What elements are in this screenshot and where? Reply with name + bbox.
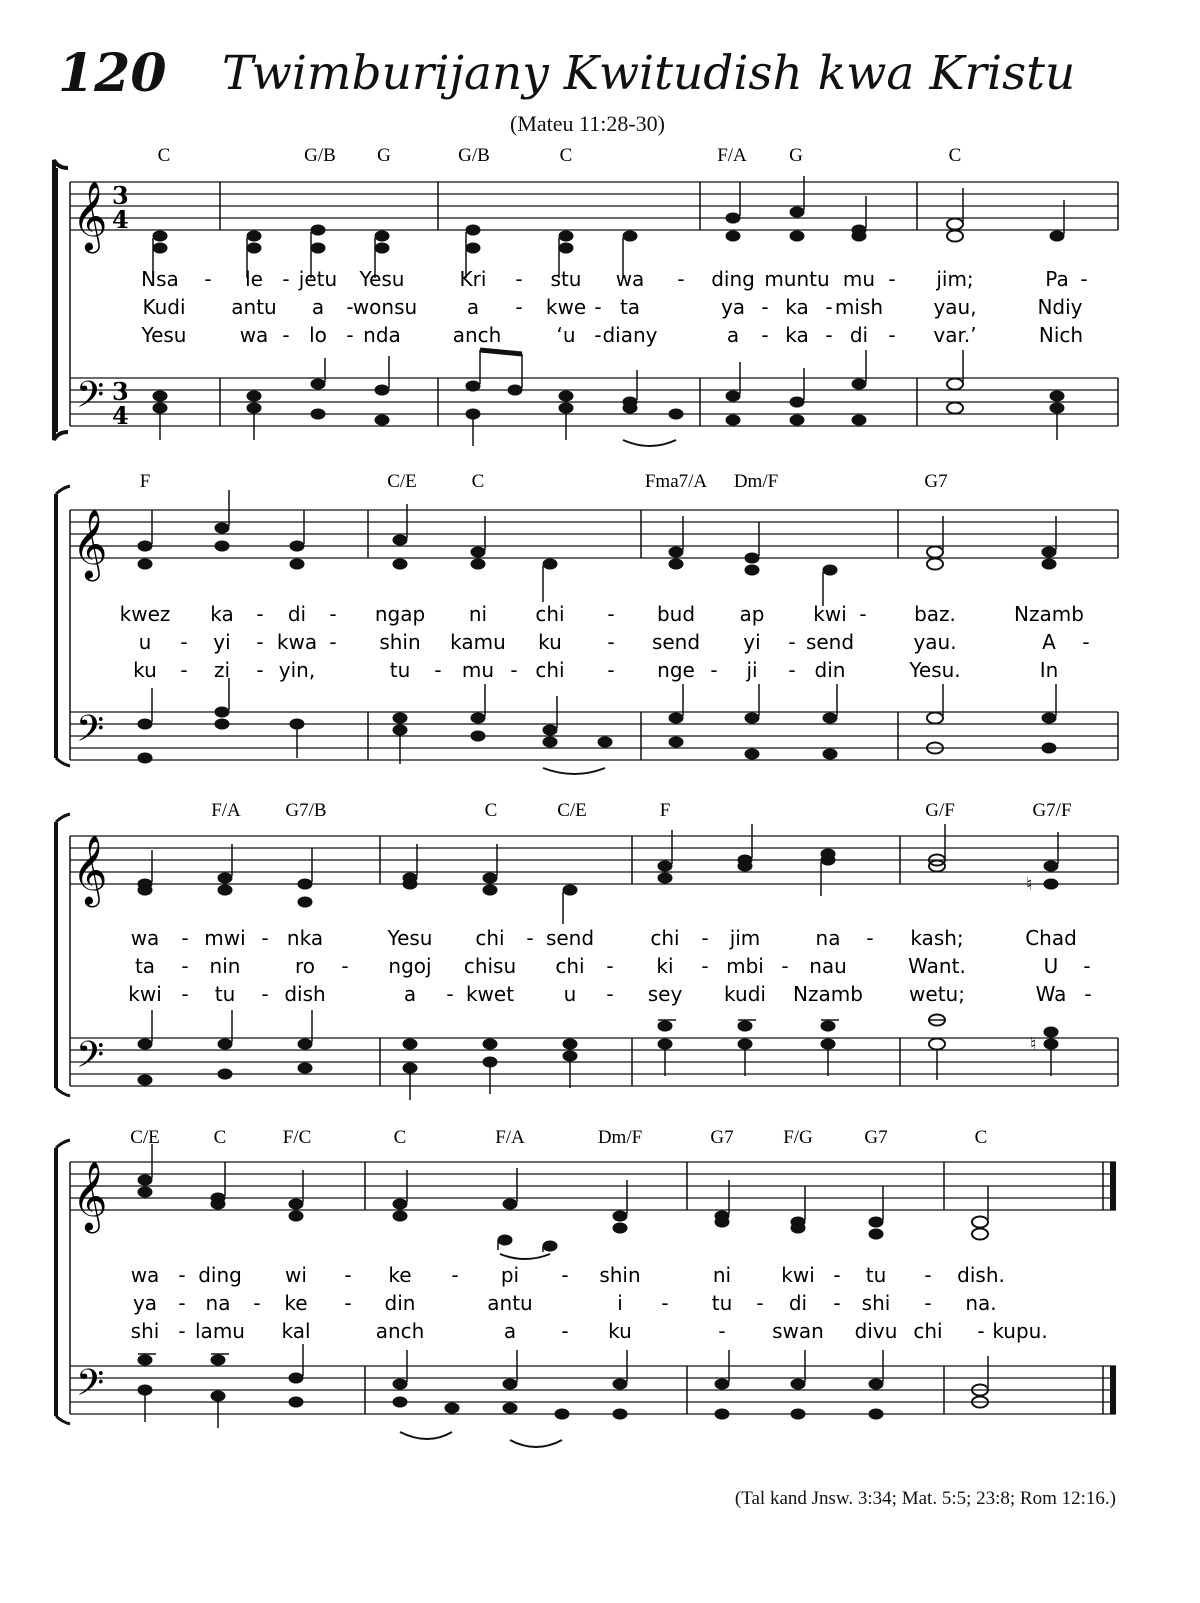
lyric-syllable: nda — [363, 323, 401, 347]
lyric-syllable: - — [606, 982, 614, 1006]
lyric-syllable: a — [466, 295, 480, 319]
scripture-reference: (Mateu 11:28-30) — [510, 111, 665, 136]
chord-symbol: F/A — [717, 145, 747, 166]
lyric-syllable: - — [434, 658, 442, 682]
lyric-syllable: - — [204, 267, 212, 291]
lyric-syllable: - — [329, 630, 337, 654]
lyric-syllable: In — [1039, 658, 1059, 682]
lyric-syllable: Want. — [908, 954, 966, 978]
lyric-syllable: - — [256, 630, 264, 654]
lyric-syllable: ke — [388, 1263, 412, 1287]
lyric-syllable: wi — [285, 1263, 307, 1287]
lyric-syllable: ya — [720, 295, 746, 319]
lyric-syllable: mu — [461, 658, 495, 682]
lyric-syllable: antu — [487, 1291, 533, 1315]
lyric-syllable: kwi — [813, 602, 847, 626]
lyric-syllable: - — [594, 295, 602, 319]
lyric-syllable: a — [503, 1319, 517, 1343]
lyric-syllable: - — [661, 1291, 669, 1315]
lyric-syllable: ding — [198, 1263, 242, 1287]
lyric-syllable: yi — [213, 630, 231, 654]
lyric-syllable: u — [563, 982, 577, 1006]
lyric-syllable: jim — [729, 926, 761, 950]
lyric-syllable: nau — [809, 954, 847, 978]
lyric-syllable: di — [849, 323, 869, 347]
chord-symbol: Dm/F — [597, 1127, 643, 1148]
lyric-syllable: - — [888, 323, 896, 347]
lyric-syllable: nka — [286, 926, 324, 950]
lyric-syllable: - — [788, 658, 796, 682]
chord-symbol: C — [157, 145, 171, 166]
svg-text:♮: ♮ — [1030, 1034, 1037, 1055]
lyric-syllable: mu — [842, 267, 876, 291]
chord-symbol: C — [213, 1127, 227, 1148]
chord-symbol: F/A — [211, 800, 241, 821]
lyric-syllable: jetu — [298, 267, 338, 291]
lyric-syllable: kwa — [276, 630, 318, 654]
lyric-syllable: kal — [281, 1319, 311, 1343]
lyric-syllable: - — [1084, 982, 1092, 1006]
lyric-syllable: - — [825, 295, 833, 319]
chord-symbol: C/E — [130, 1127, 160, 1148]
lyric-syllable: - — [756, 1291, 764, 1315]
lyric-syllable: kwet — [465, 982, 515, 1006]
final-barline — [1110, 1162, 1116, 1414]
lyric-syllable: muntu — [764, 267, 830, 291]
lyric-syllable: kash; — [910, 926, 964, 950]
lyric-syllable: Ndiy — [1037, 295, 1083, 319]
chord-symbol: G/B — [458, 145, 490, 166]
lyric-syllable: tu — [214, 982, 236, 1006]
lyric-syllable: di — [788, 1291, 808, 1315]
lyric-syllable: - — [788, 630, 796, 654]
lyric-syllable: ‘u — [556, 323, 576, 347]
lyric-syllable: - — [1080, 267, 1088, 291]
time-signature-top: 3 — [112, 377, 129, 406]
lyric-syllable: shi — [130, 1319, 160, 1343]
lyric-syllable: na — [815, 926, 841, 950]
lyric-syllable: kupu. — [992, 1319, 1048, 1343]
lyric-syllable: - — [344, 1263, 352, 1287]
treble-clef-icon: 𝄞 — [72, 181, 108, 251]
lyric-syllable: - — [718, 1319, 726, 1343]
lyric-syllable: zi — [213, 658, 231, 682]
lyric-syllable: lamu — [195, 1319, 245, 1343]
lyric-syllable: din — [814, 658, 846, 682]
lyric-syllable: ngoj — [388, 954, 432, 978]
time-signature-bottom: 4 — [112, 205, 129, 234]
lyric-syllable: anch — [452, 323, 502, 347]
lyric-syllable: wa — [239, 323, 269, 347]
lyric-syllable: tu — [389, 658, 411, 682]
lyric-syllable: - — [924, 1263, 932, 1287]
chord-symbol: C — [393, 1127, 407, 1148]
lyric-syllable: - — [515, 295, 523, 319]
hymn-number: 120 — [58, 43, 167, 104]
lyric-syllable: - — [180, 658, 188, 682]
lyric-syllable: - — [178, 1263, 186, 1287]
lyric-syllable: - — [261, 982, 269, 1006]
lyric-syllable: chi — [555, 954, 585, 978]
treble-notes — [153, 176, 1064, 278]
chord-symbol: G7 — [710, 1127, 734, 1148]
lyric-syllable: mbi — [726, 954, 764, 978]
lyric-syllable: - — [677, 267, 685, 291]
lyric-syllable: Nzamb — [1014, 602, 1084, 626]
lyric-syllable: a — [726, 323, 740, 347]
lyric-syllable: tu — [865, 1263, 887, 1287]
lyric-syllable: mwi — [204, 926, 246, 950]
lyric-syllable: - — [510, 658, 518, 682]
lyric-syllable: ku — [133, 658, 157, 682]
lyric-syllable: ro — [294, 954, 316, 978]
lyric-syllable: a — [311, 295, 325, 319]
lyric-syllable: Nich — [1038, 323, 1084, 347]
chord-symbol: G7/F — [1032, 800, 1072, 821]
lyric-syllable: - — [781, 954, 789, 978]
lyric-syllable: - — [825, 323, 833, 347]
lyric-syllable: - — [924, 1291, 932, 1315]
bass-clef-icon: 𝄢 — [76, 1034, 105, 1085]
lyric-syllable: - — [526, 926, 534, 950]
lyric-syllable: jim; — [936, 267, 974, 291]
lyric-syllable: - — [282, 323, 290, 347]
bass-staff — [70, 1366, 1116, 1414]
lyric-syllable: diany — [602, 323, 658, 347]
lyric-syllable: kwe — [545, 295, 587, 319]
lyric-syllable: ap — [739, 602, 765, 626]
bass-staff — [70, 712, 1118, 760]
chord-symbol: G7 — [864, 1127, 888, 1148]
lyric-syllable: wa — [130, 926, 160, 950]
lyric-syllable: dish — [284, 982, 326, 1006]
chord-symbol: C — [559, 145, 573, 166]
lyric-syllable: shi — [861, 1291, 891, 1315]
lyric-syllable: ngap — [374, 602, 426, 626]
treble-clef-icon: 𝄞 — [72, 835, 108, 905]
lyric-syllable: - — [256, 602, 264, 626]
lyric-syllable: chi — [475, 926, 505, 950]
lyric-syllable: - — [515, 267, 523, 291]
lyric-syllable: nge — [657, 658, 695, 682]
treble-staff — [70, 1162, 1116, 1210]
lyric-syllable: chi — [535, 602, 565, 626]
bass-notes — [153, 350, 1064, 446]
lyric-syllable: din — [384, 1291, 416, 1315]
lyric-syllable: u — [138, 630, 152, 654]
lyric-syllable: send — [651, 630, 701, 654]
lyric-syllable: le — [245, 267, 263, 291]
chord-symbol: G — [789, 145, 803, 166]
bass-notes — [138, 1344, 988, 1447]
chord-symbol: C/E — [387, 471, 417, 492]
lyric-syllable: - — [180, 630, 188, 654]
lyric-syllable: wetu; — [909, 982, 965, 1006]
lyric-syllable: stu — [550, 267, 582, 291]
lyric-syllable: - — [446, 982, 454, 1006]
footnote-references: (Tal kand Jnsw. 3:34; Mat. 5:5; 23:8; Rom 12:16.) — [734, 1488, 1116, 1509]
lyric-syllable: divu — [854, 1319, 898, 1343]
lyric-syllable: nin — [209, 954, 241, 978]
lyric-syllable: wonsu — [352, 295, 418, 319]
chord-symbol: F/G — [783, 1127, 813, 1148]
lyric-syllable: kwi — [128, 982, 162, 1006]
lyric-syllable: na. — [965, 1291, 997, 1315]
lyric-syllable: - — [346, 295, 354, 319]
lyric-syllable: ding — [711, 267, 755, 291]
lyric-syllable: chi — [535, 658, 565, 682]
lyric-syllable: - — [761, 295, 769, 319]
lyric-syllable: kwez — [119, 602, 171, 626]
lyric-syllable: wa — [130, 1263, 160, 1287]
hymn-title: Twimburijany Kwitudish kwa Kristu — [222, 46, 1076, 101]
lyric-syllable: antu — [231, 295, 277, 319]
lyric-syllable: - — [1082, 630, 1090, 654]
chord-symbol: G7/B — [285, 800, 327, 821]
lyric-syllable: Kudi — [142, 295, 186, 319]
lyric-syllable: Nzamb — [793, 982, 863, 1006]
lyric-syllable: - — [607, 602, 615, 626]
lyric-syllable: - — [181, 982, 189, 1006]
chord-symbol: F — [659, 800, 671, 821]
lyric-syllable: - — [833, 1263, 841, 1287]
lyric-syllable: yi — [743, 630, 761, 654]
lyric-syllable: - — [761, 323, 769, 347]
lyric-syllable: - — [344, 1291, 352, 1315]
lyric-syllable: Yesu. — [909, 658, 961, 682]
treble-notes — [138, 490, 1056, 606]
lyric-syllable: - — [329, 602, 337, 626]
lyric-syllable: ka — [785, 295, 809, 319]
lyric-syllable: chi — [650, 926, 680, 950]
chord-symbol: C — [471, 471, 485, 492]
lyric-syllable: pi — [500, 1263, 520, 1287]
lyric-syllable: - — [594, 323, 602, 347]
chord-symbol: F/A — [495, 1127, 525, 1148]
lyric-syllable: di — [287, 602, 307, 626]
lyric-syllable: chisu — [463, 954, 517, 978]
treble-notes — [138, 824, 1058, 924]
chord-symbol: C — [948, 145, 962, 166]
lyric-syllable: swan — [772, 1319, 824, 1343]
lyric-syllable: U — [1043, 954, 1059, 978]
lyric-syllable: - — [341, 954, 349, 978]
lyric-syllable: - — [346, 323, 354, 347]
chord-symbol: F — [139, 471, 151, 492]
lyric-syllable: - — [261, 926, 269, 950]
lyric-syllable: wa — [615, 267, 645, 291]
lyric-syllable: - — [866, 926, 874, 950]
lyric-syllable: ta — [619, 295, 641, 319]
lyric-syllable: ki — [656, 954, 674, 978]
treble-clef-icon: 𝄞 — [72, 509, 108, 579]
lyric-syllable: ji — [746, 658, 758, 682]
lyric-syllable: ka — [210, 602, 234, 626]
lyric-syllable: chi — [913, 1319, 943, 1343]
chord-symbol: G/B — [304, 145, 336, 166]
lyric-syllable: mish — [834, 295, 884, 319]
lyric-syllable: Yesu — [387, 926, 433, 950]
lyric-syllable: - — [253, 1291, 261, 1315]
lyric-syllable: - — [888, 267, 896, 291]
bass-staff — [70, 378, 1118, 426]
chord-symbol: G/F — [925, 800, 955, 821]
lyric-syllable: Pa — [1045, 267, 1069, 291]
time-signature-top: 3 — [112, 181, 129, 210]
lyric-syllable: baz. — [914, 602, 956, 626]
lyric-syllable: Yesu — [141, 323, 187, 347]
lyric-syllable: kudi — [724, 982, 766, 1006]
lyric-syllable: - — [833, 1291, 841, 1315]
lyric-syllable: ta — [134, 954, 156, 978]
treble-staff — [70, 182, 1118, 230]
bass-clef-icon: 𝄢 — [76, 1362, 105, 1413]
chord-symbol: G7 — [924, 471, 948, 492]
lyric-syllable: ya — [132, 1291, 158, 1315]
bass-clef-icon: 𝄢 — [76, 374, 105, 425]
lyric-syllable: - — [859, 602, 867, 626]
svg-text:♮: ♮ — [1026, 874, 1033, 895]
lyric-syllable: - — [701, 954, 709, 978]
lyric-syllable: A — [1042, 630, 1056, 654]
bass-clef-icon: 𝄢 — [76, 708, 105, 759]
lyric-syllable: kwi — [781, 1263, 815, 1287]
chord-symbol: G — [377, 145, 391, 166]
time-signature-bottom: 4 — [112, 401, 129, 430]
chord-symbol: Fma7/A — [644, 471, 708, 492]
lyric-syllable: - — [178, 1319, 186, 1343]
lyric-syllable: ni — [468, 602, 488, 626]
lyric-syllable: a — [403, 982, 417, 1006]
lyric-syllable: bud — [656, 602, 696, 626]
lyric-syllable: ke — [284, 1291, 308, 1315]
lyric-syllable: - — [181, 926, 189, 950]
chord-symbol: C — [974, 1127, 988, 1148]
lyric-syllable: - — [710, 658, 718, 682]
lyric-syllable: - — [256, 658, 264, 682]
lyric-syllable: sey — [647, 982, 683, 1006]
lyric-syllable: Nsa — [141, 267, 179, 291]
chord-symbol: Dm/F — [733, 471, 779, 492]
lyric-syllable: anch — [375, 1319, 425, 1343]
lyric-syllable: - — [607, 658, 615, 682]
lyric-syllable: Chad — [1025, 926, 1077, 950]
lyric-syllable: ku — [608, 1319, 632, 1343]
lyric-syllable: send — [545, 926, 595, 950]
lyric-syllable: var.’ — [933, 323, 977, 347]
lyric-syllable: - — [561, 1263, 569, 1287]
lyric-syllable: - — [181, 954, 189, 978]
chord-symbol: C/E — [557, 800, 587, 821]
lyric-syllable: Kri — [459, 267, 487, 291]
lyric-syllable: ku — [538, 630, 562, 654]
treble-staff — [70, 510, 1118, 558]
lyric-syllable: kamu — [450, 630, 506, 654]
lyric-syllable: ni — [712, 1263, 732, 1287]
lyric-syllable: ka — [785, 323, 809, 347]
lyric-syllable: yau, — [933, 295, 977, 319]
lyric-syllable: Wa — [1035, 982, 1067, 1006]
lyric-syllable: shin — [599, 1263, 641, 1287]
treble-notes — [138, 1144, 988, 1259]
lyric-syllable: tu — [711, 1291, 733, 1315]
lyric-syllable: - — [178, 1291, 186, 1315]
lyric-syllable: - — [607, 630, 615, 654]
lyric-syllable: - — [977, 1319, 985, 1343]
lyric-syllable: lo — [309, 323, 327, 347]
lyric-syllable: - — [701, 926, 709, 950]
lyric-syllable: shin — [379, 630, 421, 654]
lyric-syllable: - — [451, 1263, 459, 1287]
treble-clef-icon: 𝄞 — [72, 1161, 108, 1231]
lyric-syllable: yin, — [278, 658, 316, 682]
lyric-syllable: yau. — [913, 630, 957, 654]
chord-symbol: C — [484, 800, 498, 821]
chord-symbol: F/C — [282, 1127, 312, 1148]
lyric-syllable: dish. — [957, 1263, 1005, 1287]
lyric-syllable: Yesu — [359, 267, 405, 291]
lyric-syllable: - — [606, 954, 614, 978]
lyric-syllable: - — [1083, 954, 1091, 978]
lyric-syllable: - — [561, 1319, 569, 1343]
lyric-syllable: send — [805, 630, 855, 654]
lyric-syllable: i — [617, 1291, 623, 1315]
lyric-syllable: - — [282, 267, 290, 291]
lyric-syllable: na — [205, 1291, 231, 1315]
